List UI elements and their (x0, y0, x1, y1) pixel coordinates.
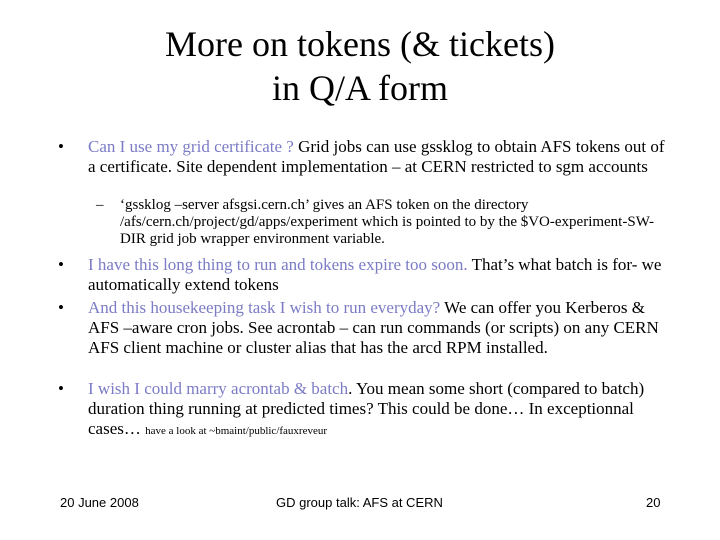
slide-title (60, 22, 660, 110)
bullet-answer: We can offer you Kerberos & AFS –aware cron jobs. See acrontab – can run commands (or scripts) on any CERN AFS client machine or cluster alias that has the arcd RPM installed. (88, 298, 659, 357)
sub-bullet-dash: – (96, 197, 104, 213)
bullet-answer: That’s what batch is for- we automatically extend tokens (88, 255, 662, 294)
footer-page-number: 20 (646, 495, 661, 510)
bullet-marker: • (58, 137, 64, 156)
bullet-text (88, 379, 668, 441)
bullet-marker: • (58, 298, 64, 317)
bullet-text (88, 255, 668, 295)
sub-bullet-text: ‘gssklog –server afsgsi.cern.ch’ gives an AFS token on the directory /afs/cern.ch/project/gd/apps/experiment which is pointed to by the $VO-experiment-SW-DIR grid job wrapper environment variable. (120, 197, 655, 247)
title-line-2: in Q/A form (272, 68, 448, 108)
bullet-answer: Grid jobs can use gssklog to obtain AFS tokens out of a certificate. Site dependent implementation – at CERN restricted to sgm accounts (88, 137, 665, 176)
title-line-1: More on tokens (& tickets) (165, 24, 555, 64)
bullet-question: I wish I could marry acrontab & batch (88, 379, 349, 398)
bullet-text (88, 298, 668, 358)
bullet-question: Can I use my grid certificate ? (88, 137, 294, 156)
bullet-answer: . You mean some short (compared to batch) duration thing running at predicted times? This could be done… In exceptionnal cases… (88, 379, 645, 438)
bullet-question: I have this long thing to run and tokens expire too soon. (88, 255, 468, 274)
bullet-marker: • (58, 379, 64, 398)
footer-title: GD group talk: AFS at CERN (276, 495, 443, 510)
footer-date: 20 June 2008 (60, 495, 139, 510)
bullet-question: And this housekeeping task I wish to run everyday? (88, 298, 441, 317)
bullet-text (88, 137, 668, 177)
bullet-small-note: have a look at ~bmaint/public/fauxreveur (145, 425, 328, 437)
bullet-marker: • (58, 255, 64, 274)
